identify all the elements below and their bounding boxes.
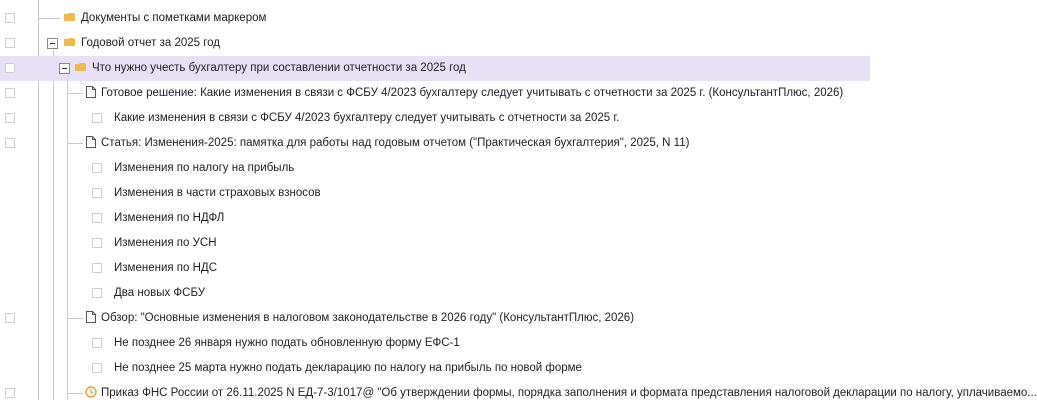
document-icon [86, 311, 96, 323]
item-checkbox[interactable] [92, 338, 102, 348]
item-checkbox[interactable] [92, 238, 102, 248]
tree-label[interactable]: Готовое решение: Какие изменения в связи с ФСБУ 4/2023 бухгалтеру следует учитывать с отчетности за 2025 г. (КонсультантПлюс, 2026) [101, 87, 844, 99]
item-checkbox[interactable] [92, 113, 102, 123]
tree-label[interactable]: Изменения по налогу на прибыль [114, 162, 295, 174]
tree-row-item[interactable] [0, 356, 870, 381]
tree-label[interactable]: Статья: Изменения-2025: памятка для работы над годовым отчетом ("Практическая бухгалтерия", 2025, N 11) [101, 137, 690, 149]
document-icon [86, 136, 96, 148]
tree-label[interactable]: Приказ ФНС России от 26.11.2025 N ЕД-7-3/1017@ "Об утверждении формы, порядка заполнения и формата представления налоговой декларации по налогу, уплачиваемо... [101, 387, 1037, 399]
tree-row-item[interactable] [0, 231, 870, 256]
folder-icon [75, 63, 86, 71]
item-checkbox[interactable] [92, 263, 102, 273]
tree-label[interactable]: Обзор: "Основные изменения в налоговом законодательстве в 2026 году" (КонсультантПлюс, 2026) [101, 312, 635, 324]
tree-label[interactable]: Годовой отчет за 2025 год [81, 37, 221, 49]
tree-label[interactable]: Изменения по УСН [114, 237, 217, 249]
item-checkbox[interactable] [92, 288, 102, 298]
folder-icon [64, 13, 75, 21]
tree-label[interactable]: Не позднее 25 марта нужно подать декларацию по налогу на прибыль по новой форме [114, 362, 582, 374]
tree-row-annual-report[interactable] [0, 31, 870, 56]
tree-label[interactable]: Не позднее 26 января нужно подать обновленную форму ЕФС-1 [114, 337, 460, 349]
tree-row-article[interactable] [0, 131, 870, 156]
row-checkbox[interactable] [5, 63, 15, 73]
tree-connector [67, 143, 83, 144]
row-checkbox[interactable] [5, 13, 15, 23]
tree-label[interactable]: Изменения по НДФЛ [114, 212, 225, 224]
item-checkbox[interactable] [92, 213, 102, 223]
tree-row-review[interactable] [0, 306, 870, 331]
collapse-toggle-icon[interactable] [59, 63, 70, 74]
tree-label[interactable]: Изменения по НДС [114, 262, 218, 274]
item-checkbox[interactable] [92, 363, 102, 373]
tree-row-item[interactable] [0, 281, 870, 306]
tree-connector [67, 393, 83, 394]
tree-label[interactable]: Какие изменения в связи с ФСБУ 4/2023 бухгалтеру следует учитывать с отчетности за 2025 г. [114, 112, 620, 124]
row-checkbox[interactable] [5, 138, 15, 148]
tree-row-item[interactable] [0, 106, 870, 131]
tree-row-what-to-consider[interactable] [0, 56, 870, 81]
folder-icon [64, 38, 75, 46]
tree-row-ready-solution[interactable] [0, 81, 870, 106]
tree-row-item[interactable] [0, 206, 870, 231]
item-checkbox[interactable] [92, 163, 102, 173]
collapse-toggle-icon[interactable] [47, 38, 58, 49]
document-icon [86, 86, 96, 98]
tree-label[interactable]: Два новых ФСБУ [114, 287, 206, 299]
tree-row-item[interactable] [0, 331, 870, 356]
row-checkbox[interactable] [5, 313, 15, 323]
row-checkbox[interactable] [5, 388, 15, 398]
tree-connector [67, 93, 83, 94]
tree-label[interactable]: Что нужно учесть бухгалтеру при составлении отчетности за 2025 год [92, 62, 466, 74]
tree-connector [67, 318, 83, 319]
row-checkbox[interactable] [5, 88, 15, 98]
tree-connector [38, 18, 60, 19]
item-checkbox[interactable] [92, 188, 102, 198]
clock-icon [85, 386, 97, 398]
row-checkbox[interactable] [5, 38, 15, 48]
tree-row-item[interactable] [0, 156, 870, 181]
tree-label[interactable]: Изменения в части страховых взносов [114, 187, 321, 199]
tree-row-order[interactable] [0, 381, 1037, 406]
tree-row-item[interactable] [0, 181, 870, 206]
tree-row-docs-marker[interactable] [0, 6, 870, 31]
row-checkbox[interactable] [5, 113, 15, 123]
tree-row-item[interactable] [0, 256, 870, 281]
tree-label[interactable]: Документы с пометками маркером [81, 12, 267, 24]
